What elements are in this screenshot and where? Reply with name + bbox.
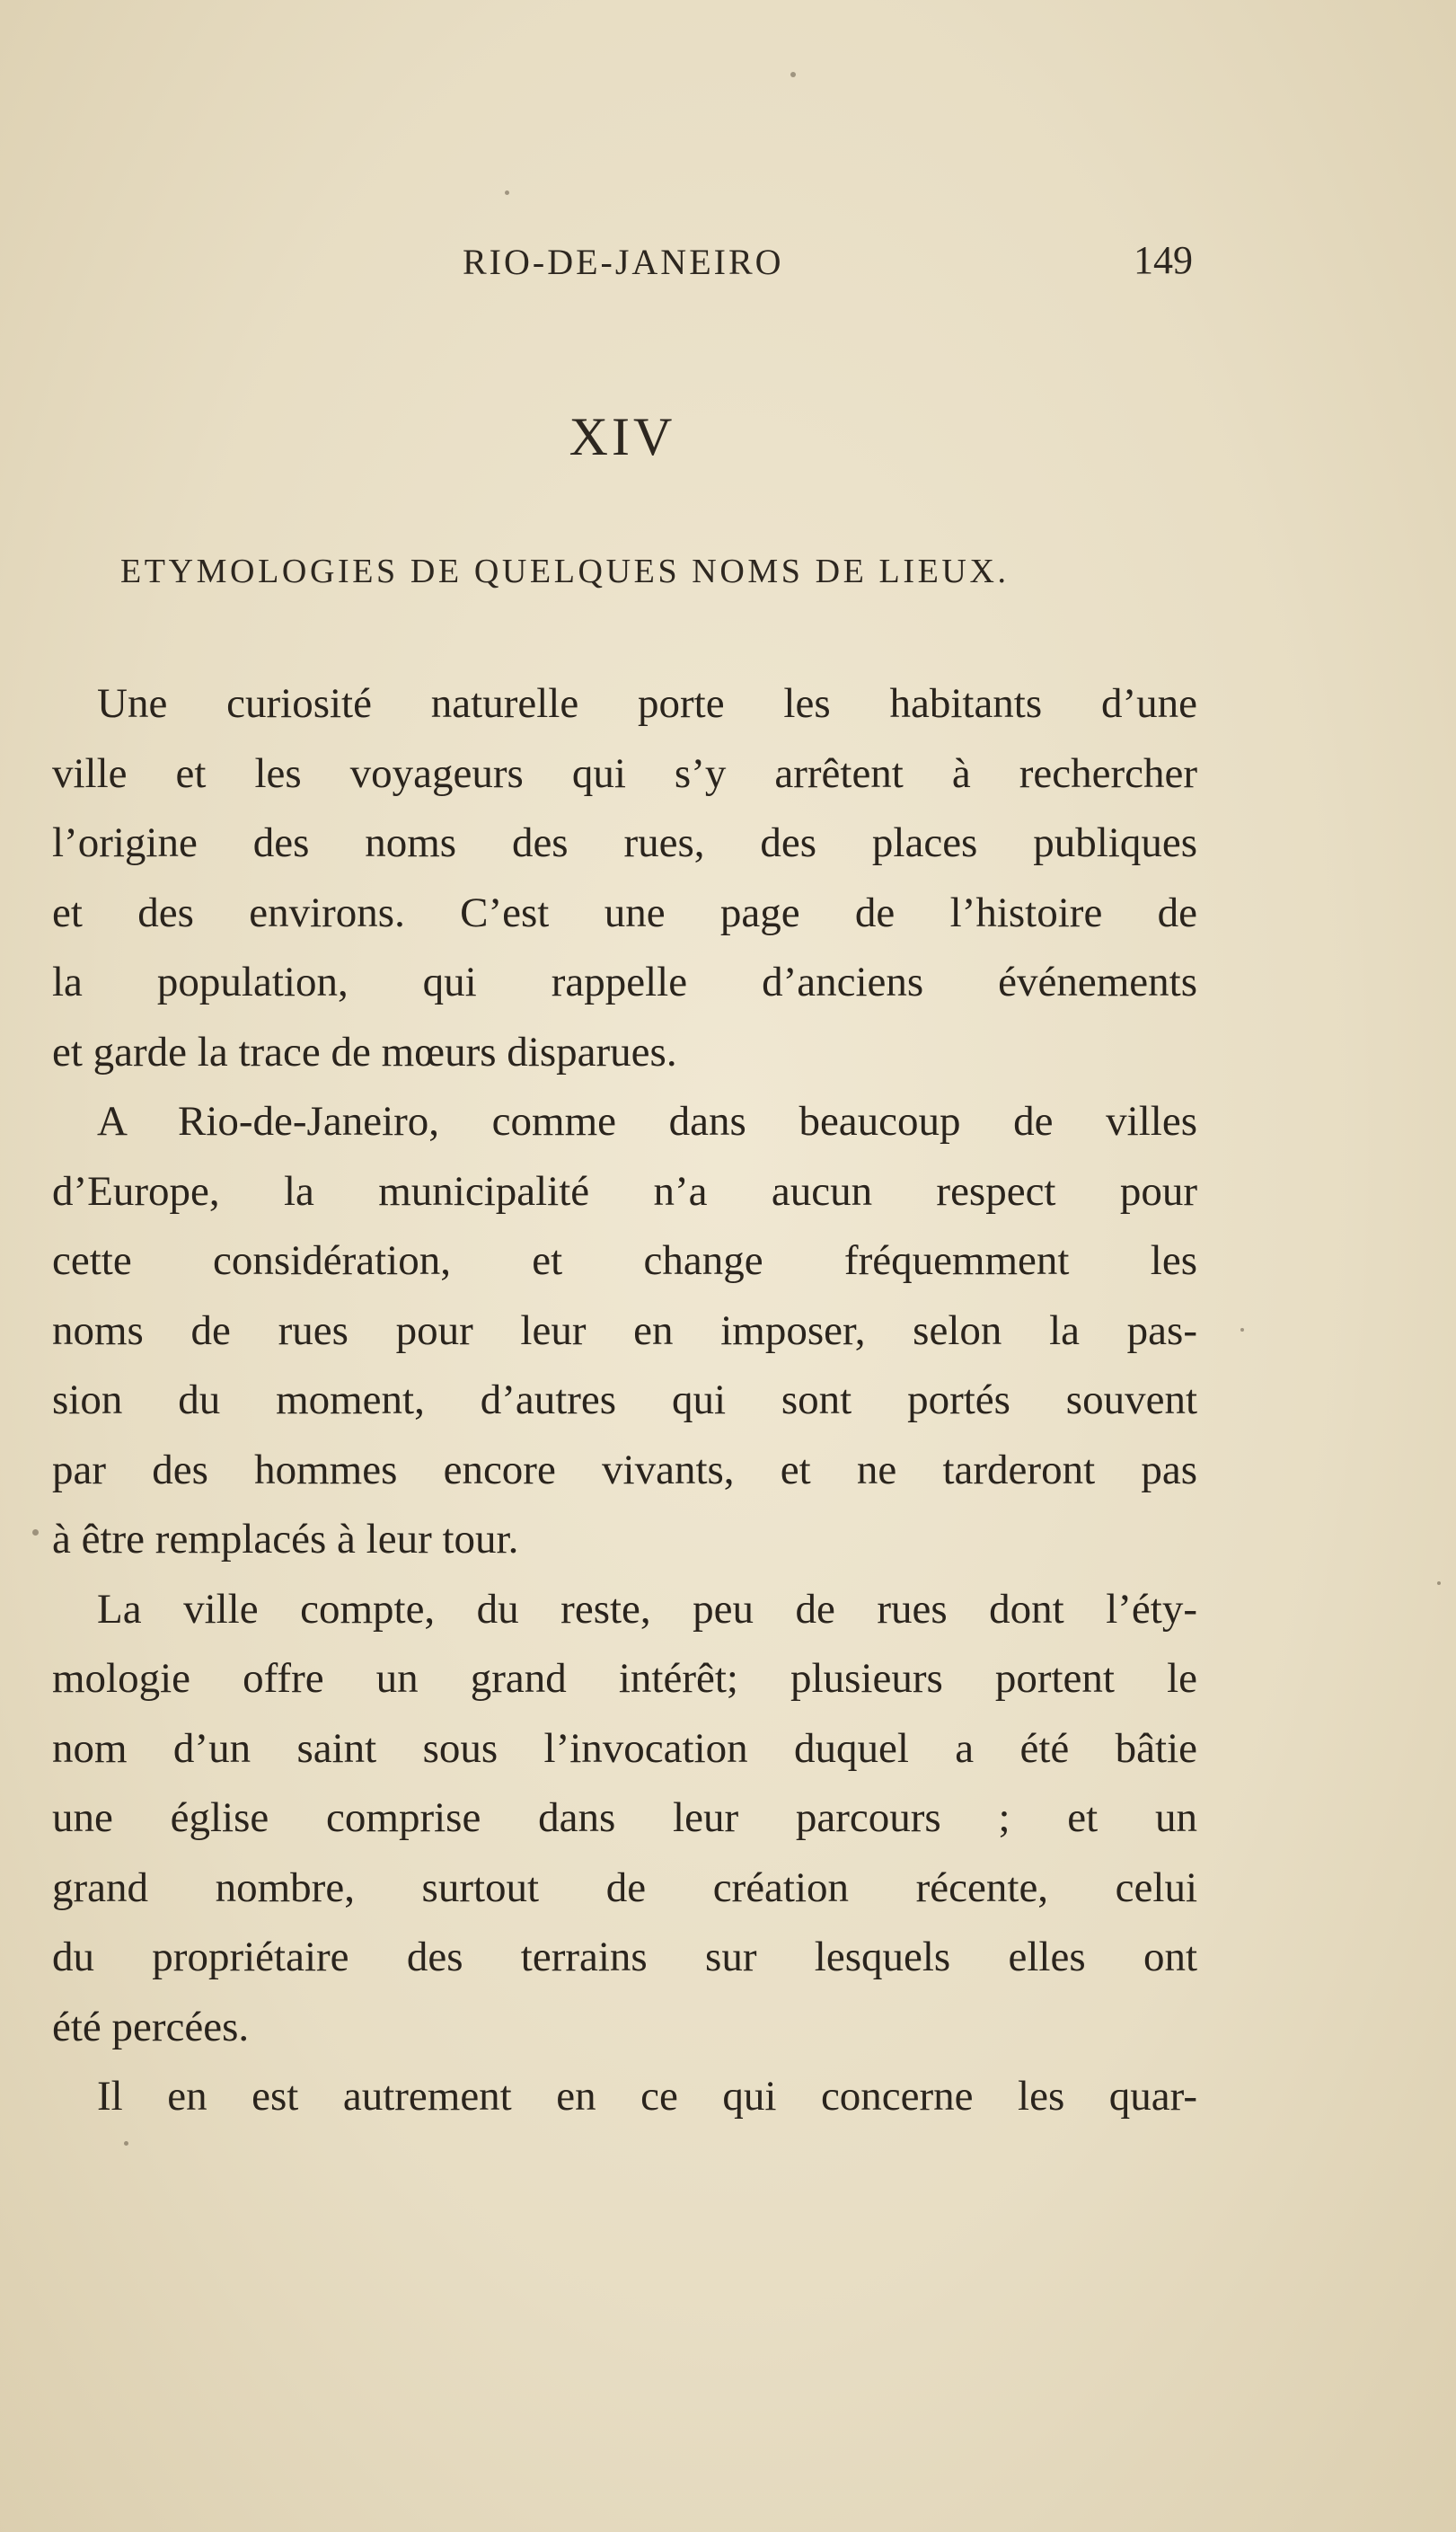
text-line: ville et les voyageurs qui s’y arrêtent à rechercher [52,749,1197,797]
text-line: Une curiosité naturelle porte les habitants d’une [97,680,1197,727]
text-line: Il en est autrement en ce qui concerne les quar- [97,2073,1197,2120]
text-line: été percées. [52,2003,250,2050]
text-line: par des hommes encore vivants, et ne tarderont pas [52,1446,1197,1493]
text-line: sion du moment, d’autres qui sont portés souvent [52,1377,1197,1423]
chapter-title: ETYMOLOGIES DE QUELQUES NOMS DE LIEUX. [120,553,1010,590]
text-line: l’origine des noms des rues, des places publiques [52,819,1197,866]
paper-speck [505,190,509,195]
text-line: du propriétaire des terrains sur lesquels elles ont [52,1934,1197,1980]
text-line: nom d’un saint sous l’invocation duquel a été bâtie [52,1724,1197,1772]
text-line: cette considération, et change fréquemment les [52,1237,1197,1284]
paper-speck [32,1529,39,1536]
paper-speck [1240,1328,1244,1332]
text-line: grand nombre, surtout de création récente, celui [52,1864,1197,1911]
text-line: et garde la trace de mœurs disparues. [52,1028,677,1076]
text-line: et des environs. C’est une page de l’histoire de [52,889,1197,936]
paper-speck [1437,1581,1441,1585]
text-line: à être remplacés à leur tour. [52,1516,519,1563]
chapter-number: XIV [569,407,676,466]
paper-speck [790,72,796,77]
page-number: 149 [1134,238,1193,282]
text-line: noms de rues pour leur en imposer, selon la pas- [52,1306,1197,1354]
text-line: une église comprise dans leur parcours ; et un [52,1794,1197,1841]
body-text [52,669,1197,2132]
running-head: RIO-DE-JANEIRO [463,242,784,282]
text-line: A Rio-de-Janeiro, comme dans beaucoup de villes [97,1098,1197,1145]
text-line: mologie offre un grand intérêt; plusieurs portent le [52,1655,1197,1702]
text-line: d’Europe, la municipalité n’a aucun respect pour [52,1167,1197,1215]
text-line: la population, qui rappelle d’anciens événements [52,959,1197,1005]
text-line: La ville compte, du reste, peu de rues dont l’éty- [97,1585,1197,1633]
paper-speck [124,2141,128,2146]
